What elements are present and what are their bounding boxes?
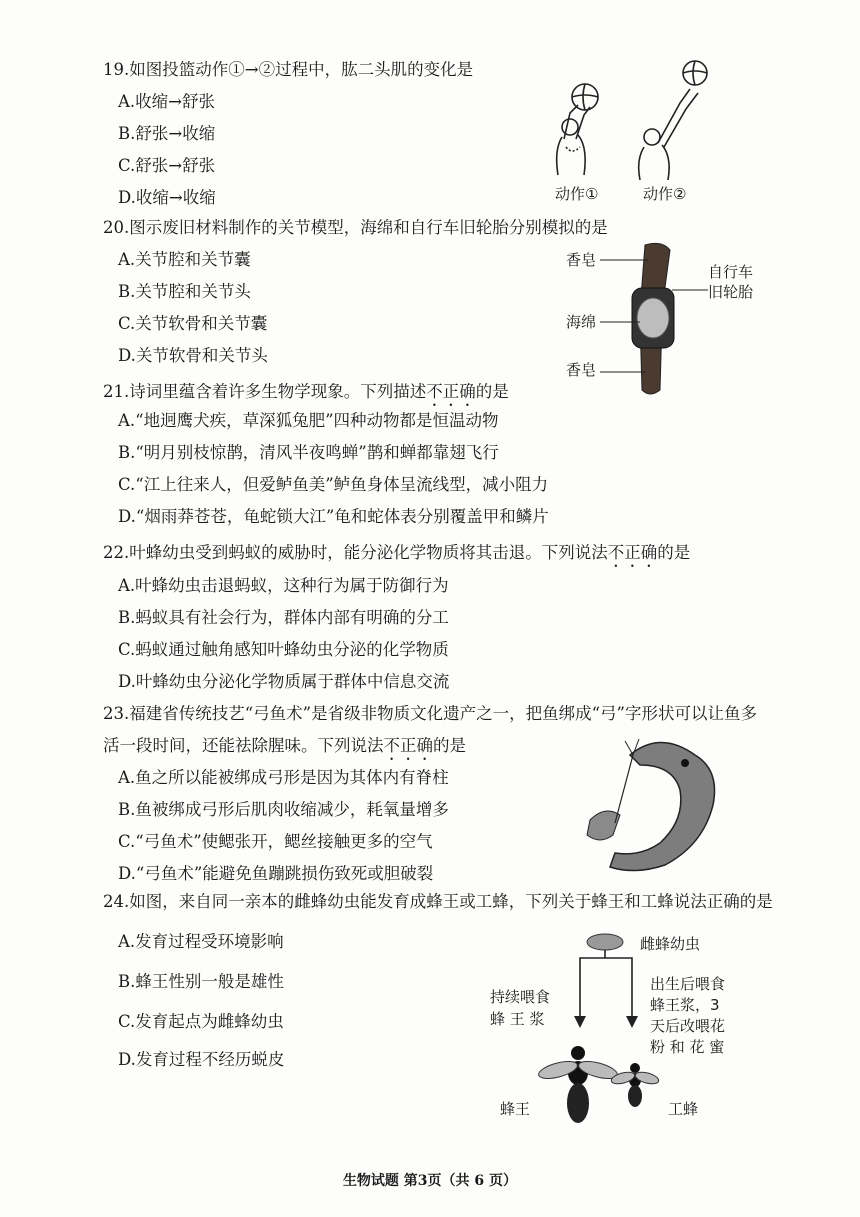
joint-model-figure [600,240,710,400]
tire-label-line2: 旧轮胎 [708,283,754,301]
larva-label: 雌蜂幼虫 [640,935,701,953]
q23-option-c: C.“弓鱼术”使鳃张开，鳃丝接触更多的空气 [118,832,433,851]
q19-option-b: B.舒张→收缩 [118,124,216,143]
q19-stem: 19.如图投篮动作①→②过程中，肱二头肌的变化是 [103,60,474,79]
basketball-shooting-figure [540,55,730,185]
worker-label: 工蜂 [668,1100,699,1118]
bow-fish-figure [585,735,735,880]
left-feeding-line2: 蜂 王 浆 [490,1010,545,1028]
action-1-label: 动作① [555,185,599,203]
q20-option-a: A.关节腔和关节囊 [118,250,251,269]
queen-label: 蜂王 [500,1100,531,1118]
q22-option-a: A.叶蜂幼虫击退蚂蚁，这种行为属于防御行为 [118,576,449,595]
right-feeding-line2: 蜂王浆，3 [650,996,720,1014]
q23-option-d: D.“弓鱼术”能避免鱼蹦跳损伤致死或胆破裂 [118,864,434,883]
q24-option-d: D.发育过程不经历蜕皮 [118,1050,285,1069]
q19-option-c: C.舒张→舒张 [118,156,216,175]
right-feeding-line1: 出生后喂食 [650,975,726,993]
q23-option-b: B.鱼被绑成弓形后肌肉收缩减少，耗氧量增多 [118,800,449,819]
q19-option-d: D.收缩→收缩 [118,188,216,207]
right-feeding-line3: 天后改喂花 [650,1017,726,1035]
q19-option-a: A.收缩→舒张 [118,92,215,111]
q21-stem: 21.诗词里蕴含着许多生物学现象。下列描述不正确的是 [103,382,509,401]
sponge-label: 海绵 [566,313,597,331]
q20-option-d: D.关节软骨和关节头 [118,346,268,365]
worker-bee-icon [610,1063,660,1107]
tire-label-line1: 自行车 [708,263,754,281]
q24-stem: 24.如图，来自同一亲本的雌蜂幼虫能发育成蜂王或工蜂，下列关于蜂王和工蜂说法正确的是 [103,892,773,911]
q22-option-c: C.蚂蚁通过触角感知叶蜂幼虫分泌的化学物质 [118,640,449,659]
q22-option-d: D.叶蜂幼虫分泌化学物质属于群体中信息交流 [118,672,450,691]
q21-option-b: B.“明月别枝惊鹊，清风半夜鸣蝉”鹊和蝉都靠翅飞行 [118,443,499,462]
action-2-label: 动作② [643,185,687,203]
q21-option-c: C.“江上往来人，但爱鲈鱼美”鲈鱼身体呈流线型，减小阻力 [118,475,549,494]
q20-stem: 20.图示废旧材料制作的关节模型，海绵和自行车旧轮胎分别模拟的是 [103,218,608,237]
q24-option-c: C.发育起点为雌蜂幼虫 [118,1012,284,1031]
q20-option-b: B.关节腔和关节头 [118,282,251,301]
q23-option-a: A.鱼之所以能被绑成弓形是因为其体内有脊柱 [118,768,449,787]
queen-bee-icon [537,1046,619,1123]
q23-stem-line1: 23.福建省传统技艺“弓鱼术”是省级非物质文化遗产之一，把鱼绑成“弓”字形状可以让鱼多 [103,704,757,723]
soap-bottom-label: 香皂 [566,361,597,379]
q21-option-d: D.“烟雨莽苍苍，龟蛇锁大江”龟和蛇体表分别覆盖甲和鳞片 [118,507,549,526]
q22-stem: 22.叶蜂幼虫受到蚂蚁的威胁时，能分泌化学物质将其击退。下列说法不正确的是 [103,543,691,562]
larva-icon [587,934,623,950]
soap-top-label: 香皂 [566,251,597,269]
q24-option-a: A.发育过程受环境影响 [118,932,284,951]
page-footer: 生物试题 第3页（共 6 页） [342,1173,518,1189]
basketball-icon [683,61,707,85]
q20-option-c: C.关节软骨和关节囊 [118,314,268,333]
q23-stem-line2: 活一段时间，还能祛除腥味。下列说法不正确的是 [103,736,466,755]
left-feeding-line1: 持续喂食 [490,988,551,1006]
right-feeding-line4: 粉 和 花 蜜 [650,1038,725,1056]
q21-option-a: A.“地迥鹰犬疾，草深狐兔肥”四种动物都是恒温动物 [118,411,499,430]
q24-option-b: B.蜂王性别一般是雄性 [118,972,284,991]
q22-option-b: B.蚂蚁具有社会行为，群体内部有明确的分工 [118,608,449,627]
